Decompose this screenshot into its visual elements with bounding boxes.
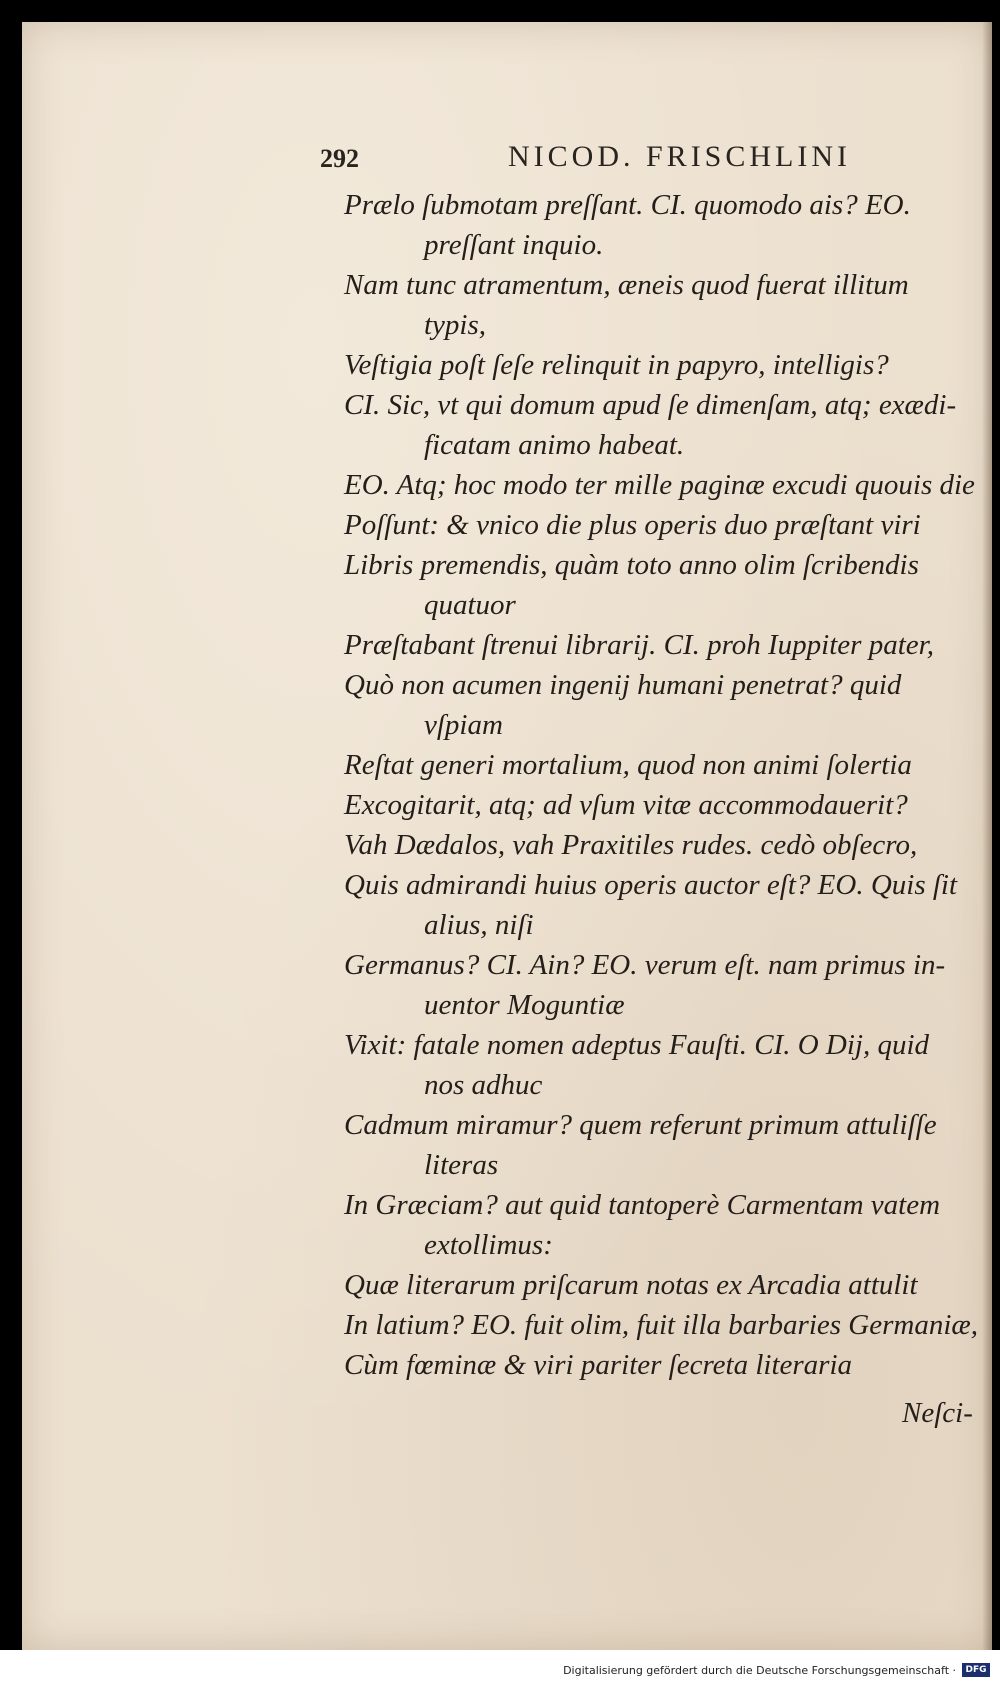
text-line: In latium? EO. fuit olim, fuit illa barbaries Germaniæ, (344, 1309, 978, 1341)
text-line: EO. Atq; hoc modo ter mille paginæ excudi quouis die (344, 469, 975, 501)
text-line: Præſtabant ſtrenui librarij. CI. proh Iuppiter pater, (344, 629, 934, 661)
text-line: Veſtigia poſt ſeſe relinquit in papyro, intelligis? (344, 349, 889, 381)
text-line: vſpiam (424, 709, 503, 741)
text-line: Poſſunt: & vnico die plus operis duo præſtant viri (344, 509, 921, 541)
text-line: ficatam animo habeat. (424, 429, 685, 461)
text-line: Vah Dædalos, vah Praxitiles rudes. cedò obſecro, (344, 829, 918, 861)
text-line: alius, niſi (424, 909, 534, 941)
text-line: Excogitarit, atq; ad vſum vitæ accommodauerit? (344, 789, 908, 821)
catchword: Neſci- (902, 1397, 973, 1429)
text-line: Nam tunc atramentum, æneis quod fuerat illitum (344, 269, 909, 301)
text-line: literas (424, 1149, 499, 1181)
text-line: Germanus? CI. Ain? EO. verum eſt. nam primus in- (344, 949, 946, 981)
text-line: Libris premendis, quàm toto anno olim ſcribendis (344, 549, 919, 581)
text-line: Quis admirandi huius operis auctor eſt? EO. Quis ſit (344, 869, 958, 901)
book-page (22, 22, 992, 1650)
text-line: Quæ literarum priſcarum notas ex Arcadia attulit (344, 1269, 918, 1301)
text-line: extollimus: (424, 1229, 553, 1261)
text-line: CI. Sic, vt qui domum apud ſe dimenſam, atq; exædi- (344, 389, 957, 421)
page-header (320, 140, 902, 180)
text-line: Cadmum miramur? quem referunt primum attuliſſe (344, 1109, 937, 1141)
text-line: In Græciam? aut quid tantoperè Carmentam vatem (344, 1189, 941, 1221)
text-line: typis, (424, 309, 487, 341)
text-line: Cùm fœminæ & viri pariter ſecreta literaria (344, 1349, 853, 1381)
text-line: preſſant inquio. (424, 229, 604, 261)
text-line: uentor Moguntiæ (424, 989, 625, 1021)
text-line: quatuor (424, 589, 516, 621)
running-title: NICOD. FRISCHLINI (508, 140, 852, 173)
text-line: nos adhuc (424, 1069, 543, 1101)
dfg-logo: DFG (962, 1663, 990, 1677)
body-text (344, 185, 994, 1385)
digitization-note: Digitalisierung gefördert durch die Deutsche Forschungsgemeinschaft · (563, 1664, 956, 1677)
page-number: 292 (320, 144, 359, 173)
footer-bar (0, 1650, 1000, 1693)
text-line: Reſtat generi mortalium, quod non animi ſolertia (344, 749, 912, 781)
text-line: Vixit: fatale nomen adeptus Fauſti. CI. O Dij, quid (344, 1029, 930, 1061)
text-line: Quò non acumen ingenij humani penetrat? quid (344, 669, 902, 701)
text-line: Prælo ſubmotam preſſant. CI. quomodo ais? EO. (344, 189, 911, 221)
